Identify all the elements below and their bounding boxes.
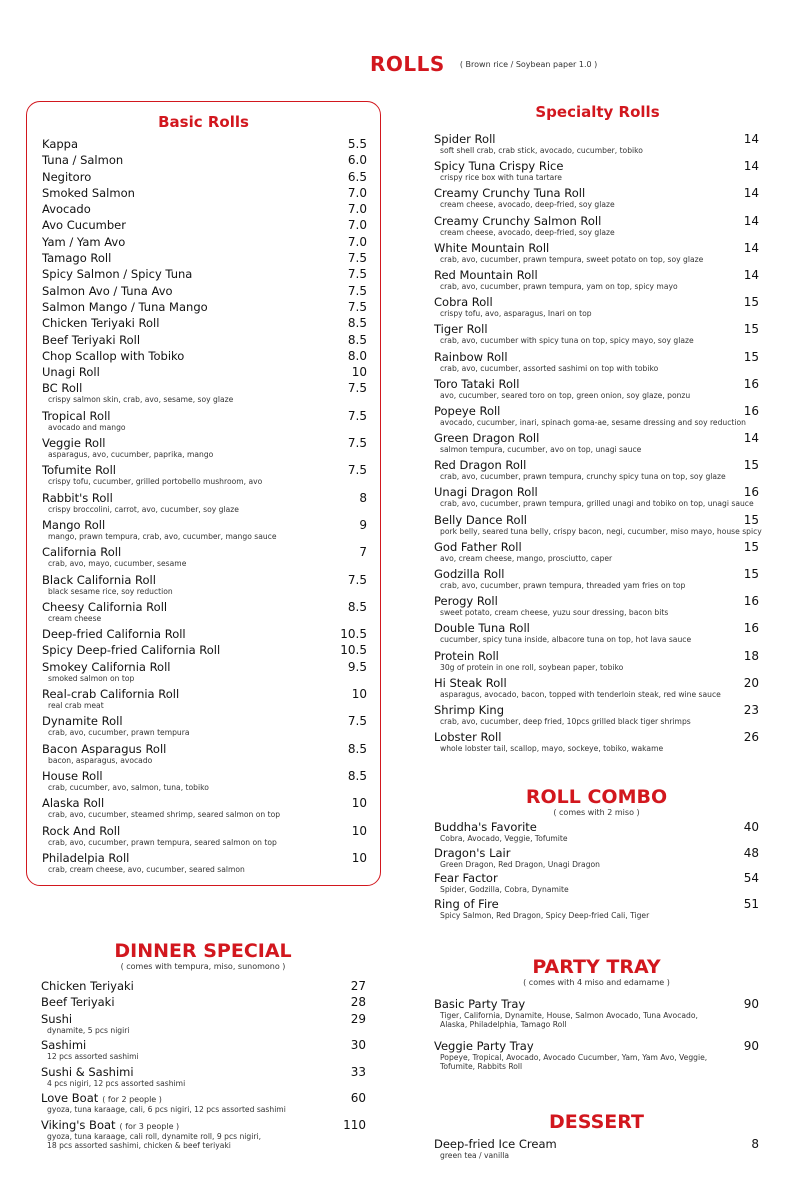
menu-item <box>41 995 366 1011</box>
item-name-row <box>41 1118 366 1132</box>
item-description-2: Tofumite, Rabbits Roll <box>440 1062 523 1071</box>
item-description: Tiger, California, Dynamite, House, Salmon Avocado, Tuna Avocado, <box>440 1011 698 1020</box>
menu-item <box>42 267 367 283</box>
item-description: asparagus, avocado, bacon, topped with tenderloin steak, red wine sauce <box>440 689 721 699</box>
item-description: smoked salmon on top <box>48 673 135 683</box>
menu-item <box>434 540 759 567</box>
item-description: gyoza, tuna karaage, cali, 6 pcs nigiri, 12 pcs assorted sashimi <box>47 1105 286 1115</box>
menu-item <box>42 300 367 316</box>
menu-item <box>41 979 366 995</box>
item-name: Avo Cucumber <box>42 218 126 233</box>
menu-item <box>42 714 367 741</box>
menu-item <box>41 1038 366 1065</box>
item-description: crab, avo, cucumber, steamed shrimp, seared salmon on top <box>48 810 281 820</box>
item-description: cucumber, spicy tuna inside, albacore tuna on top, hot lava sauce <box>440 635 692 645</box>
menu-item <box>434 871 759 897</box>
item-description: avocado, cucumber, inari, spinach goma-ae, sesame dressing and soy reduction <box>440 417 746 427</box>
item-price: 14 <box>743 132 759 146</box>
menu-item <box>42 235 367 251</box>
item-price: 29 <box>350 1011 366 1026</box>
item-price: 26 <box>743 730 759 745</box>
dessert-title: DESSERT <box>549 1111 644 1133</box>
item-price: 16 <box>743 594 759 609</box>
menu-item <box>434 703 759 730</box>
item-description: crab, avo, cucumber, assorted sashimi on top with tobiko <box>440 363 659 373</box>
item-name: Dragon's Lair <box>434 845 511 860</box>
party-tray-list <box>434 997 759 1081</box>
item-name: BC Roll <box>42 381 83 396</box>
item-name: Deep-fried California Roll <box>42 627 186 642</box>
item-price: 33 <box>350 1064 366 1079</box>
item-description: crab, cream cheese, avo, cucumber, seared salmon <box>48 864 245 874</box>
menu-item <box>434 1039 759 1081</box>
item-description: black sesame rice, soy reduction <box>48 586 173 596</box>
item-price: 60 <box>350 1091 366 1106</box>
menu-item <box>434 159 759 186</box>
item-description: crab, cucumber, avo, salmon, tuna, tobiko <box>48 782 209 792</box>
menu-item <box>434 649 759 676</box>
item-description: crab, avo, cucumber, prawn tempura, grilled unagi and tobiko on top, unagi sauce <box>440 499 754 509</box>
item-name: Bacon Asparagus Roll <box>42 741 167 756</box>
item-name: Salmon Avo / Tuna Avo <box>42 283 173 298</box>
item-name: Popeye Roll <box>434 403 501 418</box>
menu-item <box>434 997 759 1039</box>
menu-item <box>434 431 759 458</box>
menu-item <box>41 1091 366 1118</box>
item-name: God Father Roll <box>434 539 522 554</box>
item-description: whole lobster tail, scallop, mayo, sockeye, tobiko, wakame <box>440 744 664 754</box>
item-description-2: Alaska, Philadelphia, Tamago Roll <box>440 1020 567 1029</box>
menu-item <box>434 820 759 846</box>
item-name: Spicy Deep-fried California Roll <box>42 643 221 658</box>
menu-item <box>42 573 367 600</box>
item-price: 8.5 <box>347 332 367 347</box>
item-name: Sushi <box>41 1011 73 1026</box>
item-price: 54 <box>743 871 759 885</box>
item-description: crab, avo, cucumber, deep fried, 10pcs grilled black tiger shrimps <box>440 716 691 726</box>
party-tray-title: PARTY TRAY <box>532 956 661 978</box>
item-note: ( for 2 people ) <box>102 1095 162 1105</box>
dessert-list <box>434 1137 759 1163</box>
item-description: crab, avo, mayo, cucumber, sesame <box>48 559 187 569</box>
item-price: 9.5 <box>347 659 367 674</box>
item-name: Tofumite Roll <box>42 463 116 478</box>
menu-item <box>434 350 759 377</box>
basic-rolls-title: Basic Rolls <box>158 113 249 131</box>
item-name: Spider Roll <box>434 132 496 146</box>
item-price: 51 <box>743 896 759 911</box>
menu-item <box>42 349 367 365</box>
item-name: Protein Roll <box>434 648 499 663</box>
item-name: Smoked Salmon <box>42 185 135 200</box>
item-name: Godzilla Roll <box>434 567 505 581</box>
item-description: green tea / vanilla <box>440 1151 509 1160</box>
item-price: 14 <box>743 213 759 228</box>
item-price: 16 <box>743 376 759 391</box>
page-title: ROLLS <box>370 52 445 76</box>
item-name: Kappa <box>42 137 79 151</box>
menu-item <box>434 458 759 485</box>
item-price: 15 <box>743 349 759 364</box>
item-name: Double Tuna Roll <box>434 621 530 636</box>
menu-item <box>434 214 759 241</box>
item-name: Toro Tataki Roll <box>434 376 520 391</box>
item-price: 15 <box>743 322 759 337</box>
item-name: Sashimi <box>41 1038 87 1053</box>
item-name: California Roll <box>42 545 122 560</box>
item-name: Cobra Roll <box>434 295 493 310</box>
party-tray-note: ( comes with 4 miso and edamame ) <box>523 978 670 987</box>
item-price: 10 <box>351 365 367 380</box>
item-name: Basic Party Tray <box>434 997 526 1011</box>
item-name: Green Dragon Roll <box>434 431 540 446</box>
menu-item <box>434 512 762 540</box>
item-price: 30 <box>350 1038 366 1053</box>
item-name: Red Mountain Roll <box>434 267 538 282</box>
item-description: crispy tofu, cucumber, grilled portobello mushroom, avo <box>48 477 263 487</box>
roll-combo-note: ( comes with 2 miso ) <box>553 808 640 817</box>
item-description: crab, avo, cucumber, prawn tempura, threaded yam fries on top <box>440 581 686 590</box>
item-price: 15 <box>743 458 759 473</box>
item-name: Belly Dance Roll <box>434 512 527 527</box>
item-price: 7.5 <box>347 436 367 451</box>
item-price: 7.5 <box>347 267 367 282</box>
item-description: crispy salmon skin, crab, avo, sesame, soy glaze <box>48 395 234 405</box>
item-name: Spicy Tuna Crispy Rice <box>434 159 564 174</box>
item-price: 10 <box>351 687 367 702</box>
item-description: 30g of protein in one roll, soybean paper, tobiko <box>440 662 624 672</box>
menu-item <box>42 137 367 153</box>
menu-item <box>42 202 367 218</box>
menu-item <box>42 251 367 267</box>
item-name: Tiger Roll <box>434 322 488 337</box>
menu-item <box>42 153 367 169</box>
item-price: 7.0 <box>347 234 367 249</box>
item-name: Buddha's Favorite <box>434 820 537 834</box>
item-name: Tamago Roll <box>42 251 112 266</box>
item-price: 6.0 <box>347 153 367 168</box>
item-name: Mango Roll <box>42 517 106 532</box>
menu-item <box>42 545 367 572</box>
item-name-row <box>41 1091 366 1105</box>
item-description: crab, avo, cucumber, prawn tempura, sweet potato on top, soy glaze <box>440 254 704 264</box>
item-name: Unagi Dragon Roll <box>434 485 538 500</box>
item-price: 9 <box>359 517 367 532</box>
item-description: mango, prawn tempura, crab, avo, cucumber, mango sauce <box>48 531 277 541</box>
item-description: crispy tofu, avo, asparagus, Inari on top <box>440 309 592 319</box>
dinner-special-title: DINNER SPECIAL <box>114 940 292 962</box>
item-name: Love Boat <box>41 1091 99 1106</box>
item-name: Tropical Roll <box>42 408 111 423</box>
item-price: 10 <box>351 850 367 865</box>
item-name: Alaska Roll <box>42 796 105 811</box>
item-price: 7.5 <box>347 408 367 423</box>
item-name: Creamy Crunchy Tuna Roll <box>434 186 586 201</box>
item-price: 15 <box>743 567 759 581</box>
menu-item <box>42 660 367 687</box>
menu-item <box>41 1012 366 1039</box>
item-name: Perogy Roll <box>434 594 498 609</box>
menu-item <box>42 316 367 332</box>
item-name: Yam / Yam Avo <box>42 234 126 249</box>
item-description: Green Dragon, Red Dragon, Unagi Dragon <box>440 859 600 869</box>
item-price: 8.0 <box>347 348 367 363</box>
item-description: soft shell crab, crab stick, avocado, cucumber, tobiko <box>440 146 643 155</box>
item-price: 16 <box>743 621 759 636</box>
menu-item <box>42 218 367 234</box>
item-description: crab, avo, cucumber, prawn tempura <box>48 728 190 738</box>
menu-item <box>434 621 759 648</box>
item-name: Hi Steak Roll <box>434 675 507 690</box>
menu-item <box>434 241 759 268</box>
item-description: real crab meat <box>48 701 104 711</box>
menu-item <box>434 846 759 872</box>
item-price: 7.5 <box>347 299 367 314</box>
item-name: Tuna / Salmon <box>42 153 124 168</box>
rolls-header <box>370 52 597 76</box>
item-price: 8.5 <box>347 599 367 614</box>
menu-item <box>42 381 367 408</box>
item-price: 7.5 <box>347 251 367 266</box>
item-name: Rock And Roll <box>42 823 121 838</box>
item-description: gyoza, tuna karaage, cali roll, dynamite roll, 9 pcs nigiri, <box>47 1131 261 1141</box>
item-price: 27 <box>350 979 366 993</box>
menu-item <box>434 186 759 213</box>
menu-item <box>41 1118 366 1153</box>
item-price: 18 <box>743 648 759 663</box>
item-price: 16 <box>743 485 759 500</box>
item-note: ( for 3 people ) <box>119 1121 180 1131</box>
item-name: Deep-fried Ice Cream <box>434 1137 557 1151</box>
item-description: Spicy Salmon, Red Dragon, Spicy Deep-fried Cali, Tiger <box>440 910 650 920</box>
menu-item <box>42 409 367 436</box>
item-description: avocado and mango <box>48 422 126 432</box>
menu-item <box>42 643 367 659</box>
menu-item <box>434 132 759 159</box>
item-price: 16 <box>743 403 759 418</box>
item-name: Smokey California Roll <box>42 659 171 674</box>
item-price: 110 <box>343 1117 366 1132</box>
item-name: Ring of Fire <box>434 896 499 911</box>
item-description: bacon, asparagus, avocado <box>48 755 153 765</box>
specialty-rolls-list <box>434 132 762 757</box>
item-price: 6.5 <box>347 169 367 184</box>
menu-item <box>42 600 367 627</box>
menu-item <box>42 436 367 463</box>
item-name: Rainbow Roll <box>434 349 508 364</box>
menu-item <box>434 567 759 594</box>
item-price: 23 <box>743 702 759 717</box>
item-price: 7.0 <box>347 218 367 233</box>
item-name: Chop Scallop with Tobiko <box>42 348 185 363</box>
item-price: 7 <box>359 545 367 560</box>
item-name: Dynamite Roll <box>42 714 123 729</box>
item-price: 28 <box>350 995 366 1010</box>
item-price: 14 <box>743 240 759 255</box>
item-name: Rabbit's Roll <box>42 490 113 505</box>
item-name: Beef Teriyaki Roll <box>42 332 141 347</box>
item-price: 15 <box>743 295 759 310</box>
dinner-special-note: ( comes with tempura, miso, sunomono ) <box>120 962 286 971</box>
item-description: crab, avo, cucumber, prawn tempura, yam on top, spicy mayo <box>440 281 678 291</box>
item-description: pork belly, seared tuna belly, crispy bacon, negi, cucumber, miso mayo, house spicy <box>440 526 762 536</box>
item-price: 10 <box>351 823 367 838</box>
item-name: Negitoro <box>42 169 92 184</box>
item-description: Popeye, Tropical, Avocado, Avocado Cucumber, Yam, Yam Avo, Veggie, <box>440 1053 708 1062</box>
item-price: 7.5 <box>347 714 367 729</box>
item-description: sweet potato, cream cheese, yuzu sour dressing, bacon bits <box>440 608 669 618</box>
roll-combo-title: ROLL COMBO <box>525 786 668 808</box>
item-description: cream cheese, avocado, deep-fried, soy glaze <box>440 227 615 237</box>
item-price: 10.5 <box>340 643 367 658</box>
item-description: crab, avo, cucumber, prawn tempura, seared salmon on top <box>48 837 277 847</box>
menu-item <box>42 333 367 349</box>
item-description: crab, avo, cucumber, prawn tempura, crunchy spicy tuna on top, soy glaze <box>440 472 726 482</box>
item-name: Beef Teriyaki <box>41 995 115 1010</box>
item-price: 14 <box>743 186 759 201</box>
menu-item <box>42 463 367 490</box>
menu-item <box>42 769 367 796</box>
menu-item <box>42 824 367 851</box>
menu-item <box>434 377 759 404</box>
menu-item <box>42 186 367 202</box>
menu-item <box>42 742 367 769</box>
menu-item <box>41 1065 366 1092</box>
item-price: 8 <box>359 490 367 505</box>
item-name: Viking's Boat <box>41 1117 116 1132</box>
item-name: Spicy Salmon / Spicy Tuna <box>42 267 193 282</box>
item-price: 14 <box>743 431 759 446</box>
item-description: Cobra, Avocado, Veggie, Tofumite <box>440 834 568 843</box>
item-name: Veggie Roll <box>42 436 106 451</box>
item-name: Unagi Roll <box>42 365 100 380</box>
dinner-special-list <box>41 979 366 1153</box>
item-price: 40 <box>743 820 759 834</box>
menu-item <box>434 485 759 512</box>
item-price: 8.5 <box>347 768 367 783</box>
item-price: 90 <box>743 1039 759 1053</box>
item-name: Shrimp King <box>434 702 504 717</box>
rolls-note: ( Brown rice / Soybean paper 1.0 ) <box>459 60 598 69</box>
item-description: cream cheese <box>48 613 102 623</box>
item-name: Red Dragon Roll <box>434 458 527 473</box>
item-description: avo, cream cheese, mango, prosciutto, caper <box>440 553 613 563</box>
item-name: Chicken Teriyaki Roll <box>42 316 160 331</box>
item-price: 8.5 <box>347 741 367 756</box>
menu-item <box>42 284 367 300</box>
basic-rolls-list <box>42 137 367 878</box>
item-price: 7.5 <box>347 572 367 587</box>
item-price: 7.0 <box>347 202 367 217</box>
menu-item <box>434 295 759 322</box>
item-name: Fear Factor <box>434 871 498 885</box>
menu-item <box>42 851 367 878</box>
item-price: 90 <box>743 997 759 1011</box>
item-description: 4 pcs nigiri, 12 pcs assorted sashimi <box>47 1078 186 1088</box>
item-name: House Roll <box>42 768 103 783</box>
item-price: 8 <box>751 1137 759 1151</box>
item-name: Salmon Mango / Tuna Mango <box>42 299 208 314</box>
menu-item <box>42 365 367 381</box>
item-price: 48 <box>743 845 759 860</box>
menu-item <box>434 404 759 431</box>
item-description: cream cheese, avocado, deep-fried, soy glaze <box>440 200 615 210</box>
item-description: salmon tempura, cucumber, avo on top, unagi sauce <box>440 445 642 455</box>
item-price: 7.5 <box>347 381 367 396</box>
menu-item <box>434 594 759 621</box>
item-description: Spider, Godzilla, Cobra, Dynamite <box>440 885 569 894</box>
item-name: Lobster Roll <box>434 730 502 745</box>
item-name: Black California Roll <box>42 572 156 587</box>
item-price: 10.5 <box>340 627 367 642</box>
item-name: Cheesy California Roll <box>42 599 168 614</box>
specialty-rolls-title: Specialty Rolls <box>535 103 660 121</box>
menu-item <box>434 897 759 923</box>
item-price: 7.0 <box>347 185 367 200</box>
item-price: 14 <box>743 267 759 282</box>
item-price: 5.5 <box>347 137 367 151</box>
menu-item <box>434 322 759 349</box>
item-price: 10 <box>351 796 367 811</box>
menu-item <box>42 796 367 823</box>
item-price: 15 <box>743 539 759 554</box>
menu-item <box>42 518 367 545</box>
item-description: asparagus, avo, cucumber, paprika, mango <box>48 450 214 460</box>
menu-item <box>42 687 367 714</box>
item-description: crispy rice box with tuna tartare <box>440 173 562 183</box>
item-name: White Mountain Roll <box>434 240 550 255</box>
item-name: Philadelpia Roll <box>42 850 130 865</box>
item-price: 14 <box>743 159 759 174</box>
item-price: 7.5 <box>347 283 367 298</box>
item-name: Avocado <box>42 202 91 217</box>
item-name: Chicken Teriyaki <box>41 979 134 993</box>
menu-item <box>434 1137 759 1163</box>
menu-item <box>42 170 367 186</box>
item-price: 20 <box>743 675 759 690</box>
item-name: Veggie Party Tray <box>434 1039 534 1053</box>
item-price: 15 <box>743 512 759 527</box>
item-description: avo, cucumber, seared toro on top, green onion, soy glaze, ponzu <box>440 390 691 400</box>
item-name: Creamy Crunchy Salmon Roll <box>434 213 602 228</box>
item-price: 8.5 <box>347 316 367 331</box>
item-description: 12 pcs assorted sashimi <box>47 1052 139 1062</box>
roll-combo-list <box>434 820 759 922</box>
menu-item <box>42 627 367 643</box>
item-description: dynamite, 5 pcs nigiri <box>47 1025 130 1035</box>
menu-item <box>434 268 759 295</box>
item-description-2: 18 pcs assorted sashimi, chicken & beef teriyaki <box>47 1140 231 1150</box>
item-name: Real-crab California Roll <box>42 687 180 702</box>
item-description: crispy broccolini, carrot, avo, cucumber, soy glaze <box>48 504 239 514</box>
menu-item <box>42 491 367 518</box>
item-description: crab, avo, cucumber with spicy tuna on top, spicy mayo, soy glaze <box>440 336 694 346</box>
menu-item <box>434 676 759 703</box>
item-name: Sushi & Sashimi <box>41 1064 134 1079</box>
item-price: 7.5 <box>347 463 367 478</box>
menu-item <box>434 730 759 757</box>
